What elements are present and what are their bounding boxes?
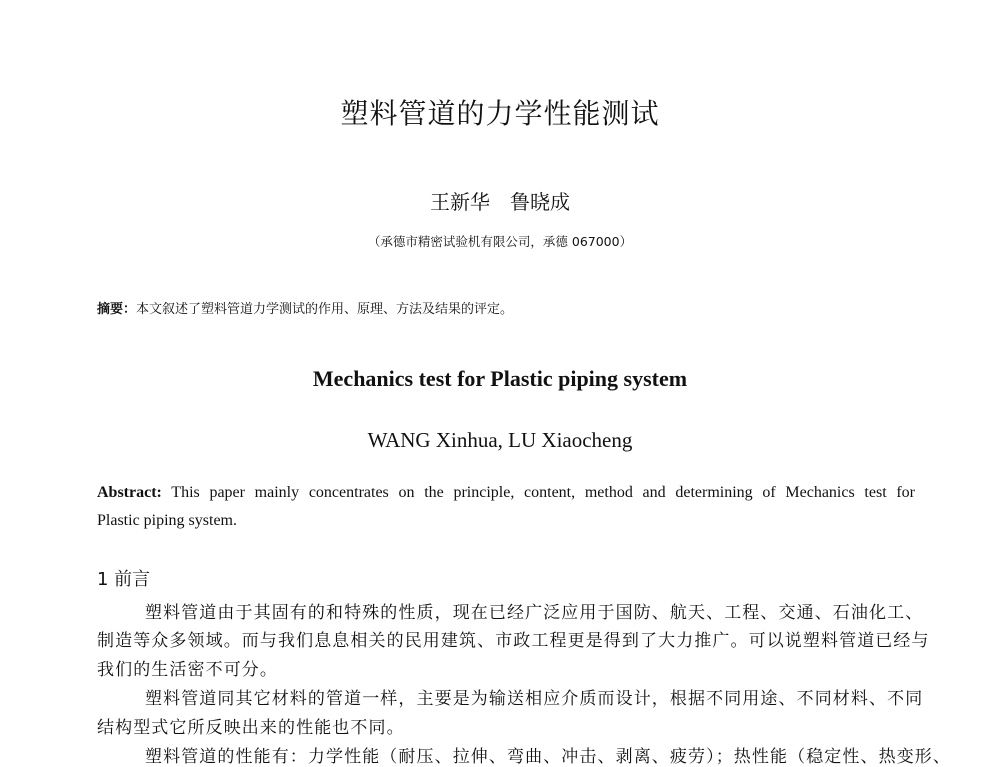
paragraph-line: 结构型式它所反映出来的性能也不同。 — [97, 718, 405, 738]
affiliation: （承德市精密试验机有限公司，承德 067000） — [367, 234, 633, 249]
paragraph-line: 塑料管道同其它材料的管道一样，主要是为输送相应介质而设计，根据不同用途、不同材料、不同 — [145, 689, 924, 709]
paragraph-line: 塑料管道的性能有：力学性能（耐压、拉伸、弯曲、冲击、剥离、疲劳）；热性能（稳定性、热变形、 — [145, 747, 951, 767]
abstract-en-text: This paper mainly concentrates on the principle, content, method and determining of Mechanics test for — [161, 484, 915, 501]
abstract-en-line: Plastic piping system. — [97, 512, 237, 529]
abstract-en-line — [97, 484, 915, 502]
paragraph-line: 塑料管道由于其固有的和特殊的性质，现在已经广泛应用于国防、航天、工程、交通、石油化工、 — [145, 603, 924, 623]
paragraph-line: 制造等众多领域。而与我们息息相关的民用建筑、市政工程更是得到了大力推广。可以说塑料管道已经与 — [97, 631, 930, 651]
paper-title: 塑料管道的力学性能测试 — [340, 97, 660, 130]
authors-cn: 王新华 鲁晓成 — [430, 190, 570, 214]
section-heading: 1 前言 — [97, 569, 151, 590]
abstract-cn — [97, 298, 513, 317]
abstract-cn-label: 摘要： — [97, 302, 137, 317]
paragraph-line: 我们的生活密不可分。 — [97, 660, 278, 680]
abstract-en-label: Abstract: — [97, 484, 162, 501]
paper-title-en: Mechanics test for Plastic piping system — [312, 366, 688, 391]
abstract-cn-text: 本文叙述了塑料管道力学测试的作用、原理、方法及结果的评定。 — [136, 302, 514, 317]
authors-en: WANG Xinhua, LU Xiaocheng — [367, 428, 633, 452]
